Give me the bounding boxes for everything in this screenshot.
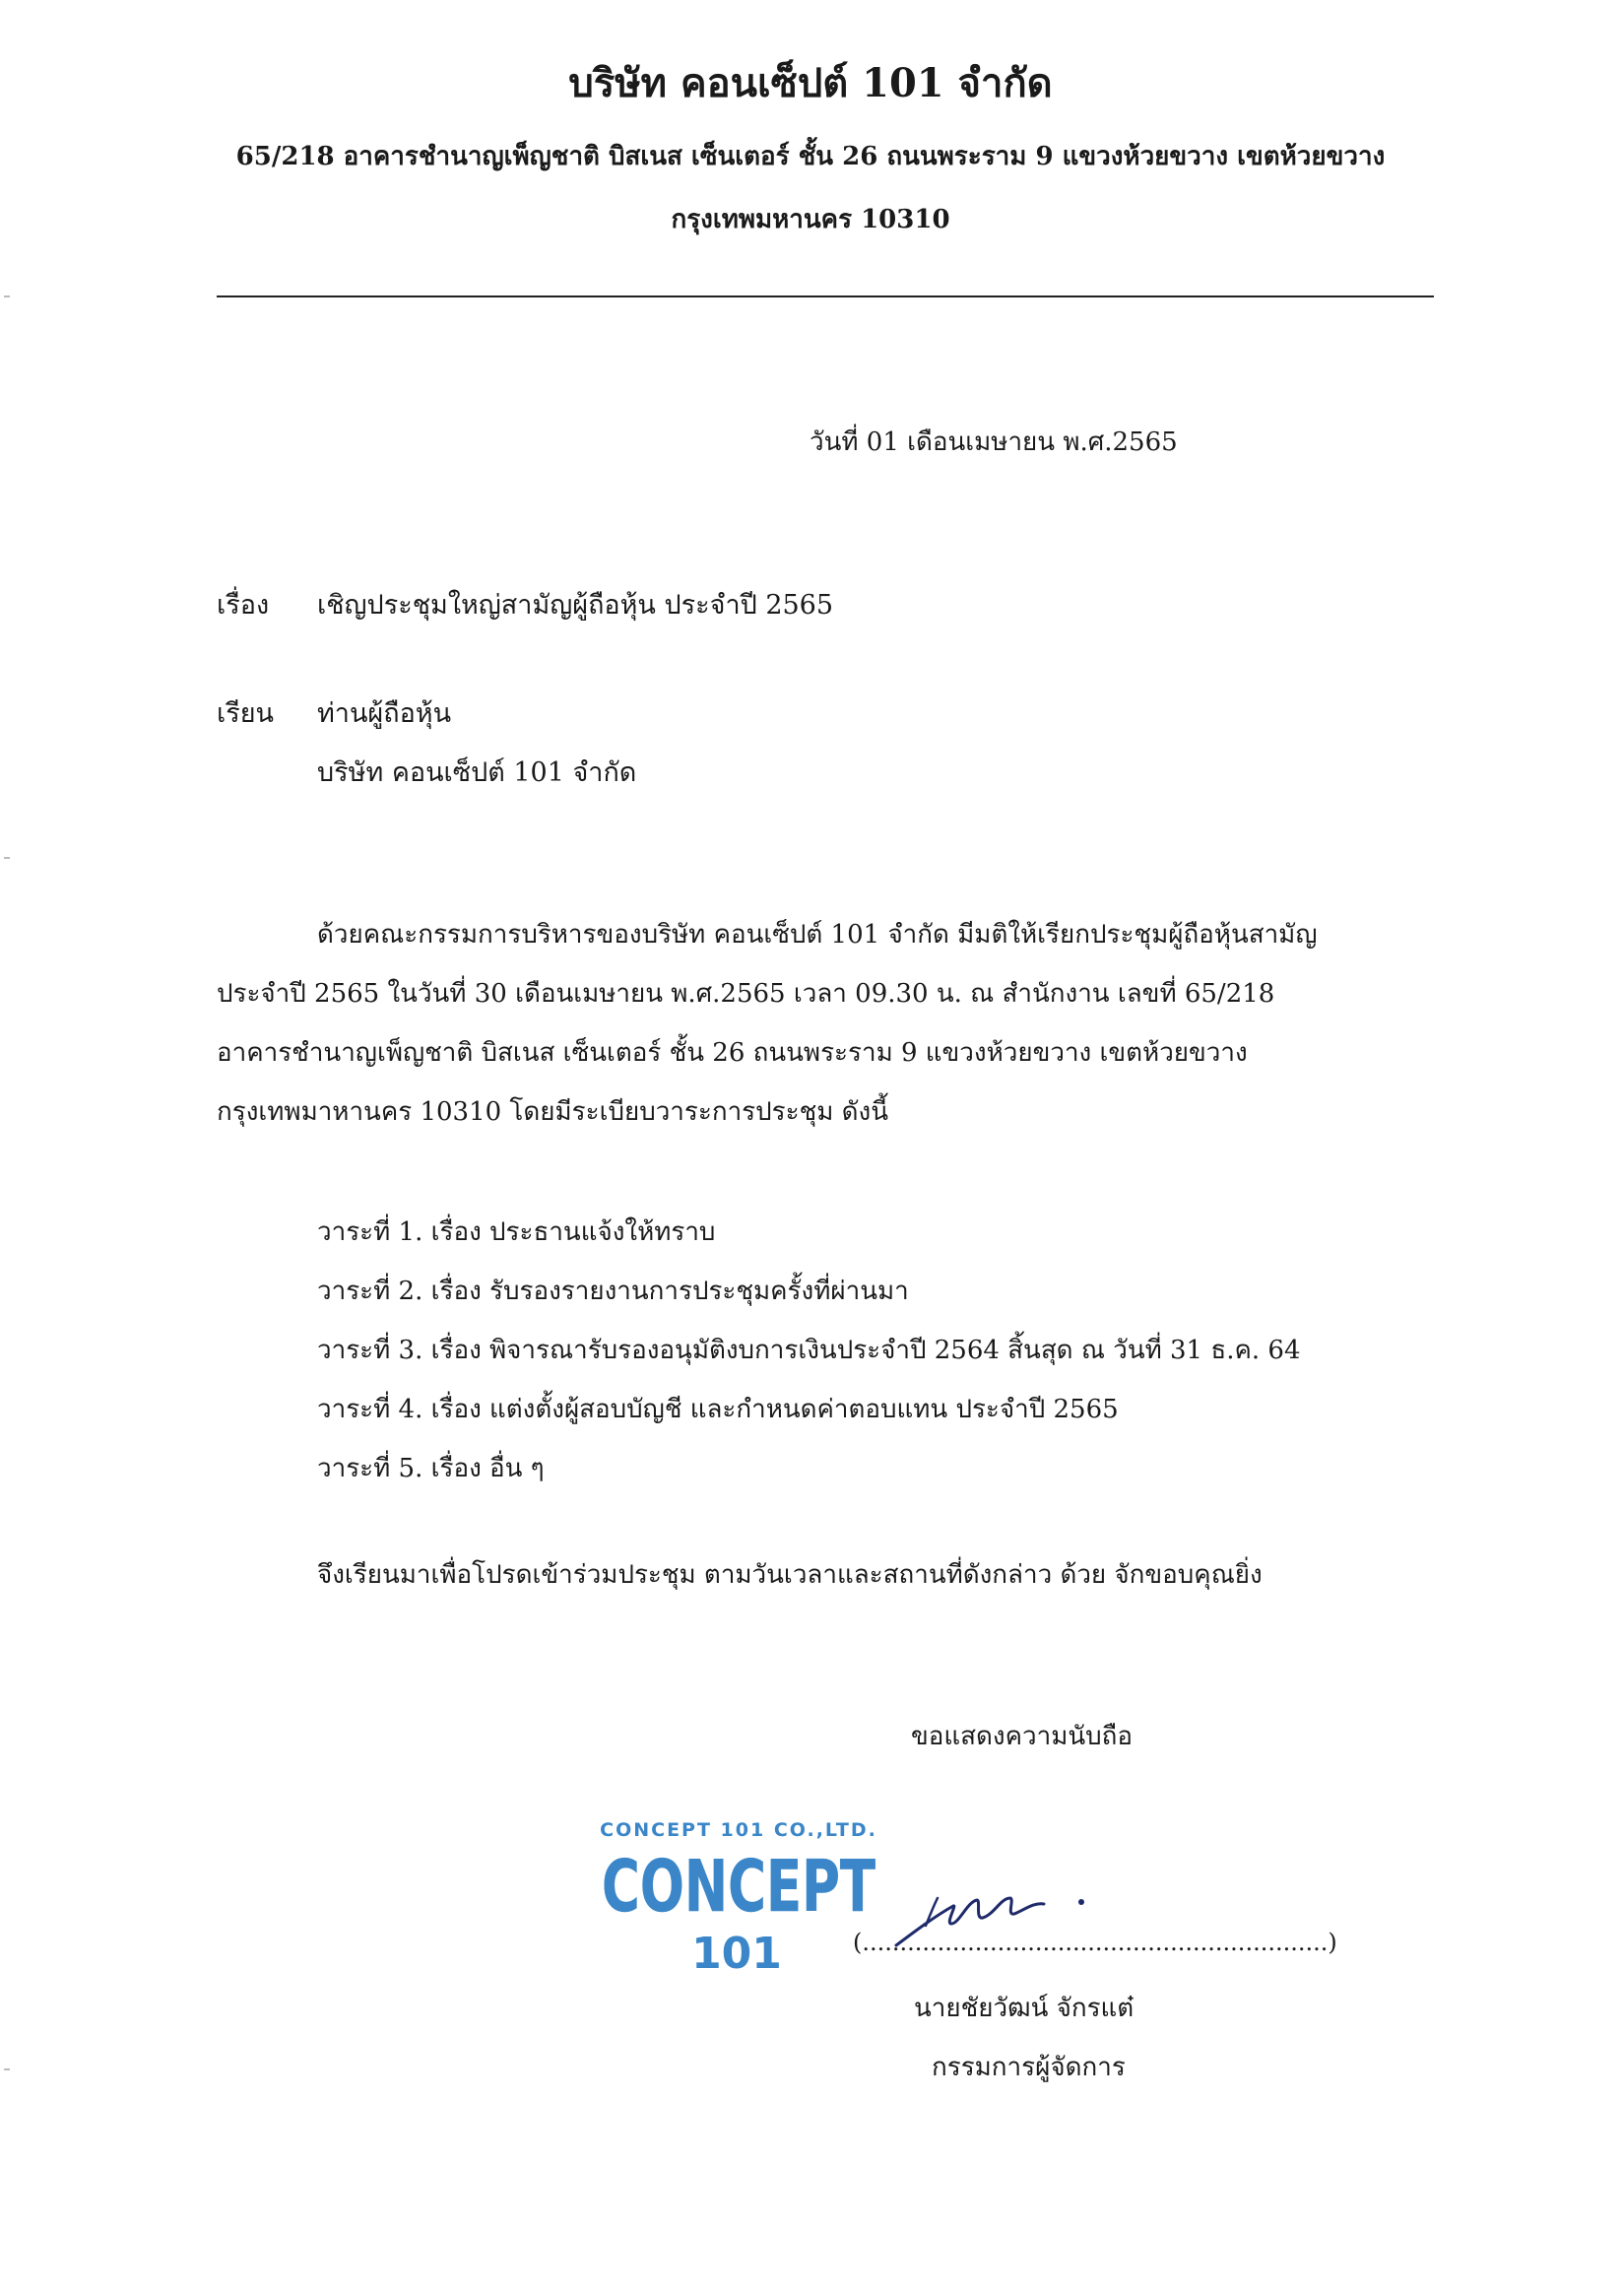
agenda-item-2: วาระที่ 2. เรื่อง รับรองรายงานการประชุมครั้งที่ผ่านมา	[317, 1277, 909, 1306]
closing-line: จึงเรียนมาเพื่อโปรดเข้าร่วมประชุม ตามวันเวลาและสถานที่ดังกล่าว ด้วย จักขอบคุณยิ่ง	[317, 1560, 1263, 1590]
agenda-item-5: วาระที่ 5. เรื่อง อื่น ๆ	[317, 1454, 545, 1483]
company-stamp	[591, 1812, 886, 1980]
agenda-item-3: วาระที่ 3. เรื่อง พิจารณารับรองอนุมัติงบการเงินประจำปี 2564 สิ้นสุด ณ วันที่ 31 ธ.ค. 64	[317, 1336, 1301, 1365]
body-line-4: กรุงเทพมาหานคร 10310 โดยมีระเบียบวาระการประชุม ดังนี้	[217, 1097, 888, 1127]
body-line-2: ประจำปี 2565 ในวันที่ 30 เดือนเมษายน พ.ศ.2565 เวลา 09.30 น. ณ สำนักงาน เลขที่ 65/218	[217, 979, 1275, 1009]
signatory-name: นายชัยวัฒน์ จักรแต๋	[914, 1994, 1135, 2023]
signatory-title: กรรมการผู้จัดการ	[932, 2053, 1126, 2082]
company-address-line2: กรุงเทพมหานคร 10310	[671, 205, 950, 234]
signature-line: (..............................................................)	[853, 1929, 1337, 1956]
body-line-3: อาคารชำนาญเพ็ญชาติ บิสเนส เซ็นเตอร์ ชั้น 26 ถนนพระราม 9 แขวงห้วยขวาง เขตห้วยขวาง	[217, 1038, 1248, 1068]
letter-date: วันที่ 01 เดือนเมษายน พ.ศ.2565	[810, 427, 1178, 457]
recipient-line2: บริษัท คอนเซ็ปต์ 101 จำกัด	[317, 757, 637, 788]
scan-edge-mark	[4, 295, 10, 297]
company-address-line1: 65/218 อาคารชำนาญเพ็ญชาติ บิสเนส เซ็นเตอร์ ชั้น 26 ถนนพระราม 9 แขวงห้วยขวาง เขตห้วยขวาง	[235, 142, 1386, 171]
company-name: บริษัท คอนเซ็ปต์ 101 จำกัด	[568, 60, 1053, 106]
agenda-item-1: วาระที่ 1. เรื่อง ประธานแจ้งให้ทราบ	[317, 1217, 716, 1247]
header-divider	[217, 295, 1434, 297]
recipient-line1: ท่านผู้ถือหุ้น	[317, 698, 452, 729]
regards-line: ขอแสดงความนับถือ	[911, 1722, 1133, 1751]
scan-edge-mark	[4, 857, 10, 859]
body-line-1: ด้วยคณะกรรมการบริหารของบริษัท คอนเซ็ปต์ 101 จำกัด มีมติให้เรียกประชุมผู้ถือหุ้นสามัญ	[317, 920, 1318, 950]
stamp-line-1: CONCEPT 101 CO.,LTD.	[600, 1819, 877, 1841]
scan-edge-mark	[4, 2068, 10, 2070]
subject-label: เรื่อง	[217, 590, 270, 621]
stamp-line-3: 101	[691, 1929, 782, 1979]
recipient-label: เรียน	[217, 698, 275, 729]
agenda-item-4: วาระที่ 4. เรื่อง แต่งตั้งผู้สอบบัญชี และกำหนดค่าตอบแทน ประจำปี 2565	[317, 1395, 1119, 1424]
subject-text: เชิญประชุมใหญ่สามัญผู้ถือหุ้น ประจำปี 2565	[317, 590, 834, 621]
stamp-line-2: CONCEPT	[602, 1845, 875, 1928]
